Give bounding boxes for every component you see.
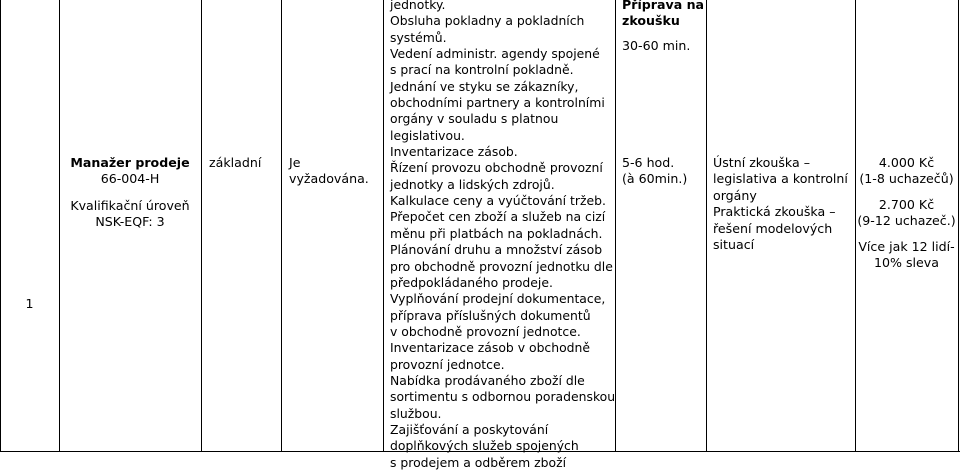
- qualification-cell: [59, 155, 201, 230]
- competency-line: Jednání ve styku se zákazníky,: [390, 78, 579, 94]
- competency-line: Přepočet cen zboží a služeb na cizí: [390, 209, 606, 225]
- competency-line: Obsluha pokladny a pokladních: [390, 13, 585, 29]
- qualification-title: Manažer prodeje: [70, 155, 190, 170]
- qualification-level-line1: Kvalifikační úroveň: [70, 197, 190, 213]
- competency-line: Inventarizace zásob.: [390, 144, 518, 160]
- competency-line: měnu při platbách na pokladnách.: [390, 225, 603, 241]
- grid-line: [383, 0, 384, 452]
- competency-line: orgány v souladu s platnou: [390, 111, 559, 127]
- education-text: základní: [209, 155, 262, 170]
- exam-form-line: legislativa a kontrolní: [713, 171, 848, 187]
- price-group-2: (9-12 uchazeč.): [857, 213, 956, 229]
- competency-line: legislativou.: [390, 127, 465, 143]
- competencies-cell: [390, 0, 615, 471]
- education-cell: [209, 155, 261, 171]
- preparation-cell: [622, 0, 704, 54]
- exam-duration-unit: (à 60min.): [622, 171, 688, 187]
- experience-line1: Je: [289, 155, 301, 170]
- competency-line: provozní jednotce.: [390, 356, 505, 372]
- prep-heading-line2: zkoušku: [622, 13, 680, 29]
- exam-form-line: orgány: [713, 187, 757, 203]
- grid-line: [615, 0, 616, 452]
- competency-line: příprava příslušných dokumentů: [390, 307, 591, 323]
- competency-line: Inventarizace zásob v obchodně: [390, 340, 591, 356]
- competency-line: Vedení administr. agendy spojené: [390, 46, 600, 62]
- price-1: 4.000 Kč: [878, 155, 935, 170]
- exam-form-line: řešení modelových: [713, 220, 833, 236]
- exam-duration: 5-6 hod.: [622, 155, 675, 170]
- grid-line: [201, 0, 202, 452]
- competency-line: Plánování druhu a množství zásob: [390, 242, 603, 258]
- grid-line: [958, 0, 959, 452]
- experience-line2: vyžadována.: [289, 171, 369, 187]
- discount-line1: Více jak 12 lidí-: [858, 238, 955, 254]
- competency-line: jednotky a lidských zdrojů.: [390, 176, 555, 192]
- competency-line: s prací na kontrolní pokladně.: [390, 62, 574, 78]
- competency-line: pro obchodně provozní jednotku dle: [390, 258, 613, 274]
- competency-line: doplňkových služeb spojených: [390, 438, 579, 454]
- discount-line2: 10% sleva: [874, 255, 939, 271]
- qualification-code: 66-004-H: [100, 171, 160, 187]
- price-group-1: (1-8 uchazečů): [859, 171, 954, 187]
- competency-line: systémů.: [390, 29, 447, 45]
- row-number: [0, 296, 59, 312]
- competency-line: Řízení provozu obchodně provozní: [390, 160, 603, 176]
- exam-form-line: situací: [713, 237, 755, 253]
- grid-line: [706, 0, 707, 452]
- exam-duration-cell: [622, 155, 687, 188]
- competency-line: předpokládaného prodeje.: [390, 274, 553, 290]
- competency-line: s prodejem a odběrem zboží: [390, 454, 567, 470]
- price-cell: [855, 155, 958, 271]
- prep-time: 30-60 min.: [622, 37, 691, 53]
- grid-line: [0, 0, 1, 452]
- competency-line: sortimentu s odbornou poradenskou: [390, 389, 616, 405]
- competency-line: Vyplňování prodejní dokumentace,: [390, 291, 606, 307]
- row-number-text: 1: [25, 296, 34, 311]
- competency-line: Zajišťování a poskytování: [390, 421, 549, 437]
- competency-line: jednotky.: [390, 0, 446, 12]
- competency-line: v obchodně provozní jednotce.: [390, 323, 581, 339]
- competency-line: Nabídka prodávaného zboží dle: [390, 372, 585, 388]
- grid-line: [281, 0, 282, 452]
- prep-heading-line1: Příprava na: [622, 0, 705, 12]
- price-2: 2.700 Kč: [878, 196, 935, 212]
- exam-form-line: Praktická zkouška –: [713, 204, 836, 220]
- competency-line: Kalkulace ceny a vyúčtování tržeb.: [390, 193, 606, 209]
- exam-form-line: Ústní zkouška –: [713, 155, 810, 170]
- qualification-level-line2: NSK-EQF: 3: [95, 213, 165, 229]
- competency-line: službou.: [390, 405, 442, 421]
- spacer: [59, 188, 201, 198]
- exam-form-cell: [713, 155, 848, 253]
- experience-cell: [289, 155, 369, 188]
- competency-line: obchodními partnery a kontrolními: [390, 95, 605, 111]
